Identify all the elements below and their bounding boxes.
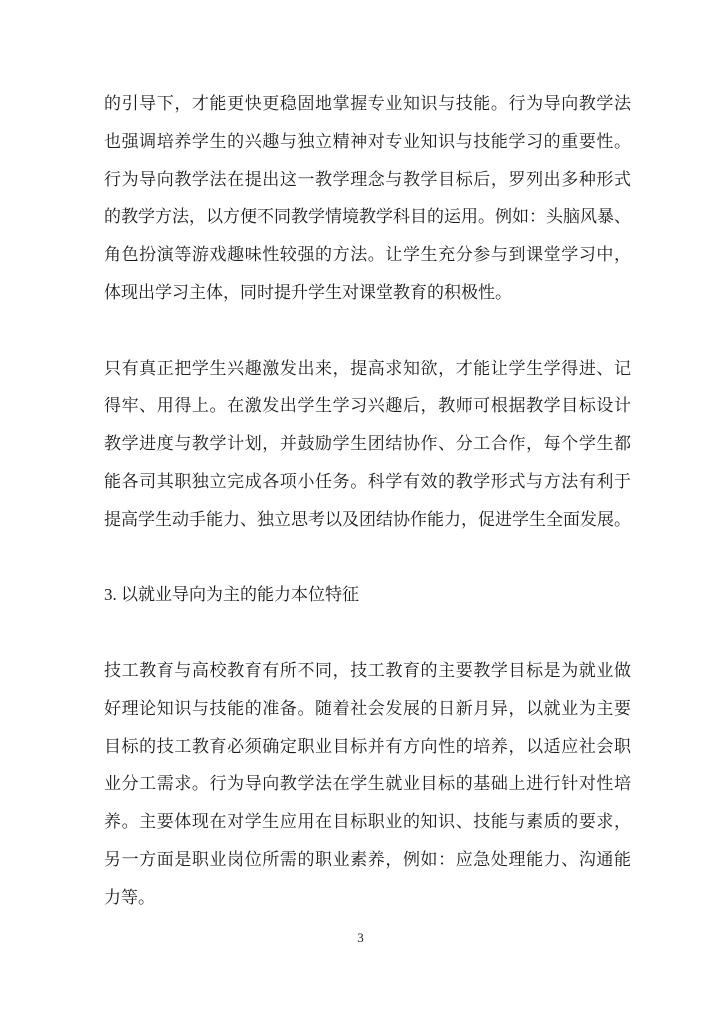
page-footer	[0, 930, 721, 946]
text-line: 只有真正把学生兴趣激发出来，提高求知欲，才能让学生学得进、记	[104, 358, 631, 378]
text-line: 提高学生动手能力、独立思考以及团结协作能力，促进学生全面发展。	[104, 509, 631, 529]
paragraph	[104, 652, 631, 917]
page-number: 3	[357, 930, 364, 945]
paragraph	[104, 85, 631, 312]
text-line: 体现出学习主体，同时提升学生对课堂教育的积极性。	[104, 282, 512, 302]
text-line: 能各司其职独立完成各项小任务。科学有效的教学形式与方法有利于	[104, 471, 631, 491]
text-line: 得牢、用得上。在激发出学生学习兴趣后，教师可根据教学目标设计	[104, 396, 631, 416]
text-line: 也强调培养学生的兴趣与独立精神对专业知识与技能学习的重要性。	[104, 131, 631, 151]
text-line: 的教学方法，以方便不同教学情境教学科目的运用。例如：头脑风暴、	[104, 207, 631, 227]
section-heading	[104, 576, 631, 614]
text-line: 行为导向教学法在提出这一教学理念与教学目标后，罗列出多种形式	[104, 169, 631, 189]
text-line: 技工教育与高校教育有所不同，技工教育的主要教学目标是为就业做	[104, 660, 631, 680]
text-line: 好理论知识与技能的准备。随着社会发展的日新月异，以就业为主要	[104, 698, 631, 718]
text-line: 力等。	[104, 887, 155, 907]
text-line: 的引导下，才能更快更稳固地掌握专业知识与技能。行为导向教学法	[104, 94, 631, 113]
paragraph	[104, 350, 631, 539]
text-line: 目标的技工教育必须确定职业目标并有方向性的培养，以适应社会职	[104, 736, 631, 756]
page-body-text	[104, 85, 631, 917]
text-line: 教学进度与教学计划，并鼓励学生团结协作、分工合作，每个学生都	[104, 434, 631, 454]
text-line: 业分工需求。行为导向教学法在学生就业目标的基础上进行针对性培	[104, 774, 631, 794]
text-line: 角色扮演等游戏趣味性较强的方法。让学生充分参与到课堂学习中，	[104, 245, 631, 265]
text-line: 3. 以就业导向为主的能力本位特征	[104, 585, 359, 605]
text-line: 养。主要体现在对学生应用在目标职业的知识、技能与素质的要求，	[104, 812, 631, 832]
text-line: 另一方面是职业岗位所需的职业素养，例如：应急处理能力、沟通能	[104, 849, 631, 869]
